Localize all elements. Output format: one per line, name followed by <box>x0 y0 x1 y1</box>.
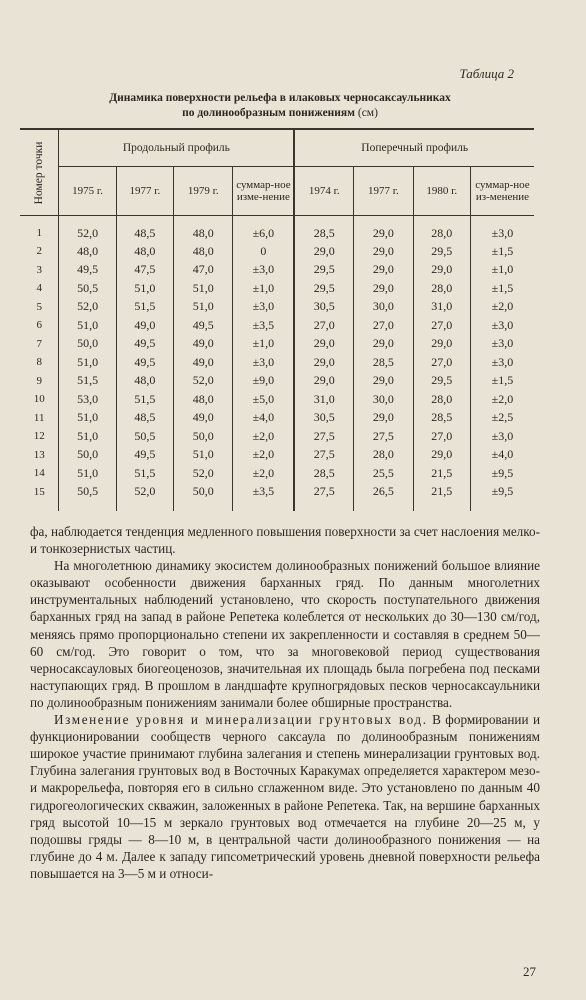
table-cell: ±2,0 <box>470 390 534 409</box>
table-cell: 27,5 <box>294 483 353 512</box>
section-heading-inline: Изменение уровня и минерализации грунтовых вод. <box>54 712 428 728</box>
table-cell: ±3,0 <box>233 261 294 280</box>
table-cell: 51,5 <box>116 464 173 483</box>
table-label: Таблица 2 <box>459 66 514 81</box>
table-cell: 27,5 <box>294 427 353 446</box>
table-cell: 48,0 <box>59 242 116 261</box>
table-cell: ±6,0 <box>233 216 294 243</box>
table-cell: 29,0 <box>294 353 353 372</box>
row-number-cell: 7 <box>36 337 42 350</box>
table-cell: ±9,0 <box>233 372 294 391</box>
table-cell: 27,0 <box>354 316 413 335</box>
table-cell: 51,0 <box>174 446 233 465</box>
table-cell: ±2,0 <box>470 298 534 317</box>
table-cell: 51,5 <box>116 298 173 317</box>
paragraph-3-text: В формировании и функционировании сообществ черного саксаула по долинообразным понижениям широкое участие принимают глубина залегания и степень минерализации грунтовых вод. Глубина залегания грунтовых вод в Восточных Каракумах определяется характером мезо- и макрорельефа, повторяя его в сильно сглаженном виде. Это установлено по данным 40 гидрогеологических скважин, заложенных в районе Репетека. Так, на вершине барханных гряд высотой 10—15 м зеркало грунтовых вод отмечается на глубине 20—25 м, у подошвы гряды — 8—10 м, в центральной части долинообразного понижения — на глубине до 4 м. Далее к западу гипсометрический уровень дневной поверхности рельефа повышается на 3—5 м и относи- <box>30 712 540 881</box>
table-cell: 29,0 <box>354 242 413 261</box>
table-cell: 30,5 <box>294 298 353 317</box>
table-cell: 0 <box>233 242 294 261</box>
row-number-cell: 1 <box>36 227 42 239</box>
table-cell: 29,0 <box>294 335 353 354</box>
caption-line-2 <box>40 106 520 121</box>
table-cell: ±3,0 <box>233 353 294 372</box>
table-cell: 29,0 <box>354 261 413 280</box>
table-cell: 49,5 <box>174 316 233 335</box>
table-cell: 51,5 <box>59 372 116 391</box>
row-number-cell: 4 <box>36 282 42 295</box>
table-row <box>20 261 534 280</box>
row-number-cell: 11 <box>33 411 45 424</box>
table-row <box>20 242 534 261</box>
table-cell: 49,5 <box>116 353 173 372</box>
caption-line-1: Динамика поверхности рельефа в илаковых черносаксаульниках <box>109 92 451 104</box>
column-header: 1977 г. <box>354 167 413 216</box>
column-header: 1980 г. <box>413 167 470 216</box>
table-cell: 51,0 <box>59 409 116 428</box>
table-cell: ±3,0 <box>470 335 534 354</box>
table-cell: ±3,0 <box>470 316 534 335</box>
column-header: суммар-ное из-менение <box>470 167 534 216</box>
row-header-cell <box>20 129 59 216</box>
table-cell: 28,5 <box>413 409 470 428</box>
table-cell: 52,0 <box>59 216 116 243</box>
table-cell: 48,5 <box>116 216 173 243</box>
table-cell: ±5,0 <box>233 390 294 409</box>
table-cell: ±2,0 <box>233 446 294 465</box>
row-number-cell: 8 <box>36 356 42 369</box>
column-header: суммар-ное изме-нение <box>233 167 294 216</box>
table-cell: 48,0 <box>174 390 233 409</box>
table-cell: 29,0 <box>354 335 413 354</box>
table-cell: ±3,0 <box>233 298 294 317</box>
table-cell: ±1,0 <box>233 335 294 354</box>
table-cell: ±1,5 <box>470 372 534 391</box>
table-cell: 50,5 <box>116 427 173 446</box>
table-cell: 29,0 <box>294 242 353 261</box>
table-cell: 27,5 <box>354 427 413 446</box>
table-cell: 50,5 <box>59 279 116 298</box>
table-cell: 29,0 <box>413 446 470 465</box>
table-cell: 27,0 <box>413 427 470 446</box>
body-text <box>30 523 540 882</box>
table-cell: 50,5 <box>59 483 116 512</box>
table-row <box>20 353 534 372</box>
table-cell: 27,0 <box>413 316 470 335</box>
row-number-cell: 10 <box>33 393 45 406</box>
table-cell: 49,5 <box>59 261 116 280</box>
row-number-cell: 15 <box>33 485 45 498</box>
table-cell: 29,0 <box>354 409 413 428</box>
table-cell: 31,0 <box>413 298 470 317</box>
column-header: 1977 г. <box>116 167 173 216</box>
table-cell: 31,0 <box>294 390 353 409</box>
table-cell: ±4,0 <box>233 409 294 428</box>
table-cell: ±3,0 <box>470 216 534 243</box>
group-header-transverse: Поперечный профиль <box>294 129 534 167</box>
row-number-cell: 9 <box>36 374 42 387</box>
row-number-cell: 2 <box>36 245 42 258</box>
table-cell: 48,0 <box>116 372 173 391</box>
table-row <box>20 316 534 335</box>
paragraph-3 <box>30 711 540 882</box>
table-cell: 29,0 <box>354 279 413 298</box>
table-cell: 21,5 <box>413 464 470 483</box>
table-cell: 27,5 <box>294 446 353 465</box>
table-cell: 52,0 <box>116 483 173 512</box>
table-cell: 29,5 <box>413 372 470 391</box>
table-cell: 27,0 <box>294 316 353 335</box>
row-number-cell: 5 <box>36 300 42 313</box>
table-cell: 48,0 <box>174 242 233 261</box>
table-row <box>20 372 534 391</box>
table-cell: 48,0 <box>116 242 173 261</box>
table-cell: 51,5 <box>116 390 173 409</box>
table-cell: 50,0 <box>59 335 116 354</box>
table-caption <box>40 91 520 121</box>
table-cell: ±4,0 <box>470 446 534 465</box>
column-header: 1974 г. <box>294 167 353 216</box>
table-cell: 28,0 <box>354 446 413 465</box>
table-cell: ±2,0 <box>233 427 294 446</box>
table-cell: 30,0 <box>354 298 413 317</box>
table-cell: 29,5 <box>413 242 470 261</box>
table-cell: 49,0 <box>174 409 233 428</box>
table-row <box>20 446 534 465</box>
table-cell: 25,5 <box>354 464 413 483</box>
table-cell: 28,0 <box>413 390 470 409</box>
table-cell: ±9,5 <box>470 483 534 512</box>
table-cell: 51,0 <box>174 298 233 317</box>
table-cell: 30,5 <box>294 409 353 428</box>
table-cell: 28,5 <box>294 464 353 483</box>
table-cell: ±3,0 <box>470 353 534 372</box>
table-cell: ±3,5 <box>233 316 294 335</box>
table-cell: 49,5 <box>116 446 173 465</box>
table-cell: 49,0 <box>174 353 233 372</box>
table-cell: 29,5 <box>294 261 353 280</box>
table-cell: ±2,5 <box>470 409 534 428</box>
table-cell: ±9,5 <box>470 464 534 483</box>
table-cell: ±1,0 <box>470 261 534 280</box>
row-header: Номер точки <box>33 141 46 204</box>
table-cell: ±3,5 <box>233 483 294 512</box>
row-number-cell: 12 <box>33 430 45 443</box>
table-cell: 28,0 <box>413 279 470 298</box>
table-row <box>20 409 534 428</box>
table-cell: 52,0 <box>174 464 233 483</box>
table-cell: 51,0 <box>59 427 116 446</box>
table-cell: 49,0 <box>174 335 233 354</box>
table-cell: 29,0 <box>294 372 353 391</box>
paragraph-1: фа, наблюдается тенденция медленного повышения поверхности за счет наслоения мелко- и тонкозернистых частиц. <box>30 524 540 557</box>
table-cell: ±1,0 <box>233 279 294 298</box>
table-cell: 29,0 <box>354 216 413 243</box>
caption-unit: (см) <box>357 107 378 119</box>
table-row <box>20 464 534 483</box>
table-cell: 28,0 <box>413 216 470 243</box>
table-cell: 29,5 <box>294 279 353 298</box>
table-row <box>20 279 534 298</box>
table-cell: 29,0 <box>413 335 470 354</box>
table-cell: 50,0 <box>174 427 233 446</box>
table-cell: 29,0 <box>413 261 470 280</box>
table-row <box>20 335 534 354</box>
table-cell: 47,5 <box>116 261 173 280</box>
table-cell: 48,5 <box>116 409 173 428</box>
table-cell: 30,0 <box>354 390 413 409</box>
row-number-cell: 14 <box>33 467 45 480</box>
row-number-cell: 3 <box>36 263 42 276</box>
table-cell: 52,0 <box>59 298 116 317</box>
table-cell: 51,0 <box>174 279 233 298</box>
paragraph-2: На многолетнюю динамику экосистем долинообразных понижений большое влияние оказывают особенности движения барханных гряд. По данным многолетних инструментальных наблюдений установлено, что скорость поступательного движения барханных гряд на запад в районе Репетека колеблется от нескольких до 30—130 см/год, меняясь прямо пропорционально степени их закрепленности и составляя в среднем 50—60 см/год. Это говорит о том, что за многовековой период существования черносаксауловых биогеоценозов, значительная их площадь была погребена под песками наступающих гряд. В прошлом в ландшафте крупногрядовых песков черносаксаульники по долинообразным понижениям занимали более обширные пространства. <box>30 558 540 710</box>
page-number: 27 <box>523 964 536 979</box>
table-cell: 26,5 <box>354 483 413 512</box>
row-number-cell: 6 <box>36 319 42 332</box>
table-cell: 48,0 <box>174 216 233 243</box>
table-cell: 29,0 <box>354 372 413 391</box>
table-row <box>20 216 534 243</box>
table-cell: 51,0 <box>59 353 116 372</box>
table-row <box>20 390 534 409</box>
caption-line-2-text: по долинообразным понижениям <box>182 107 355 119</box>
table-row <box>20 483 534 512</box>
table-row <box>20 298 534 317</box>
table-cell: 50,0 <box>174 483 233 512</box>
table-cell: 28,5 <box>354 353 413 372</box>
table-cell: 53,0 <box>59 390 116 409</box>
table-cell: ±1,5 <box>470 279 534 298</box>
data-table <box>20 128 534 511</box>
table-cell: 49,0 <box>116 316 173 335</box>
table-body <box>20 216 534 512</box>
column-header: 1979 г. <box>174 167 233 216</box>
table-cell: 47,0 <box>174 261 233 280</box>
table-cell: 21,5 <box>413 483 470 512</box>
table-cell: ±1,5 <box>470 242 534 261</box>
table-cell: ±2,0 <box>233 464 294 483</box>
table-cell: 51,0 <box>116 279 173 298</box>
table-cell: 52,0 <box>174 372 233 391</box>
table-cell: 28,5 <box>294 216 353 243</box>
table-cell: 27,0 <box>413 353 470 372</box>
table-row <box>20 427 534 446</box>
table-cell: 50,0 <box>59 446 116 465</box>
row-number-cell: 13 <box>33 448 45 461</box>
table-cell: 49,5 <box>116 335 173 354</box>
group-header-longitudinal: Продольный профиль <box>59 129 294 167</box>
table-cell: ±3,0 <box>470 427 534 446</box>
table-cell: 51,0 <box>59 316 116 335</box>
table-cell: 51,0 <box>59 464 116 483</box>
column-header: 1975 г. <box>59 167 116 216</box>
